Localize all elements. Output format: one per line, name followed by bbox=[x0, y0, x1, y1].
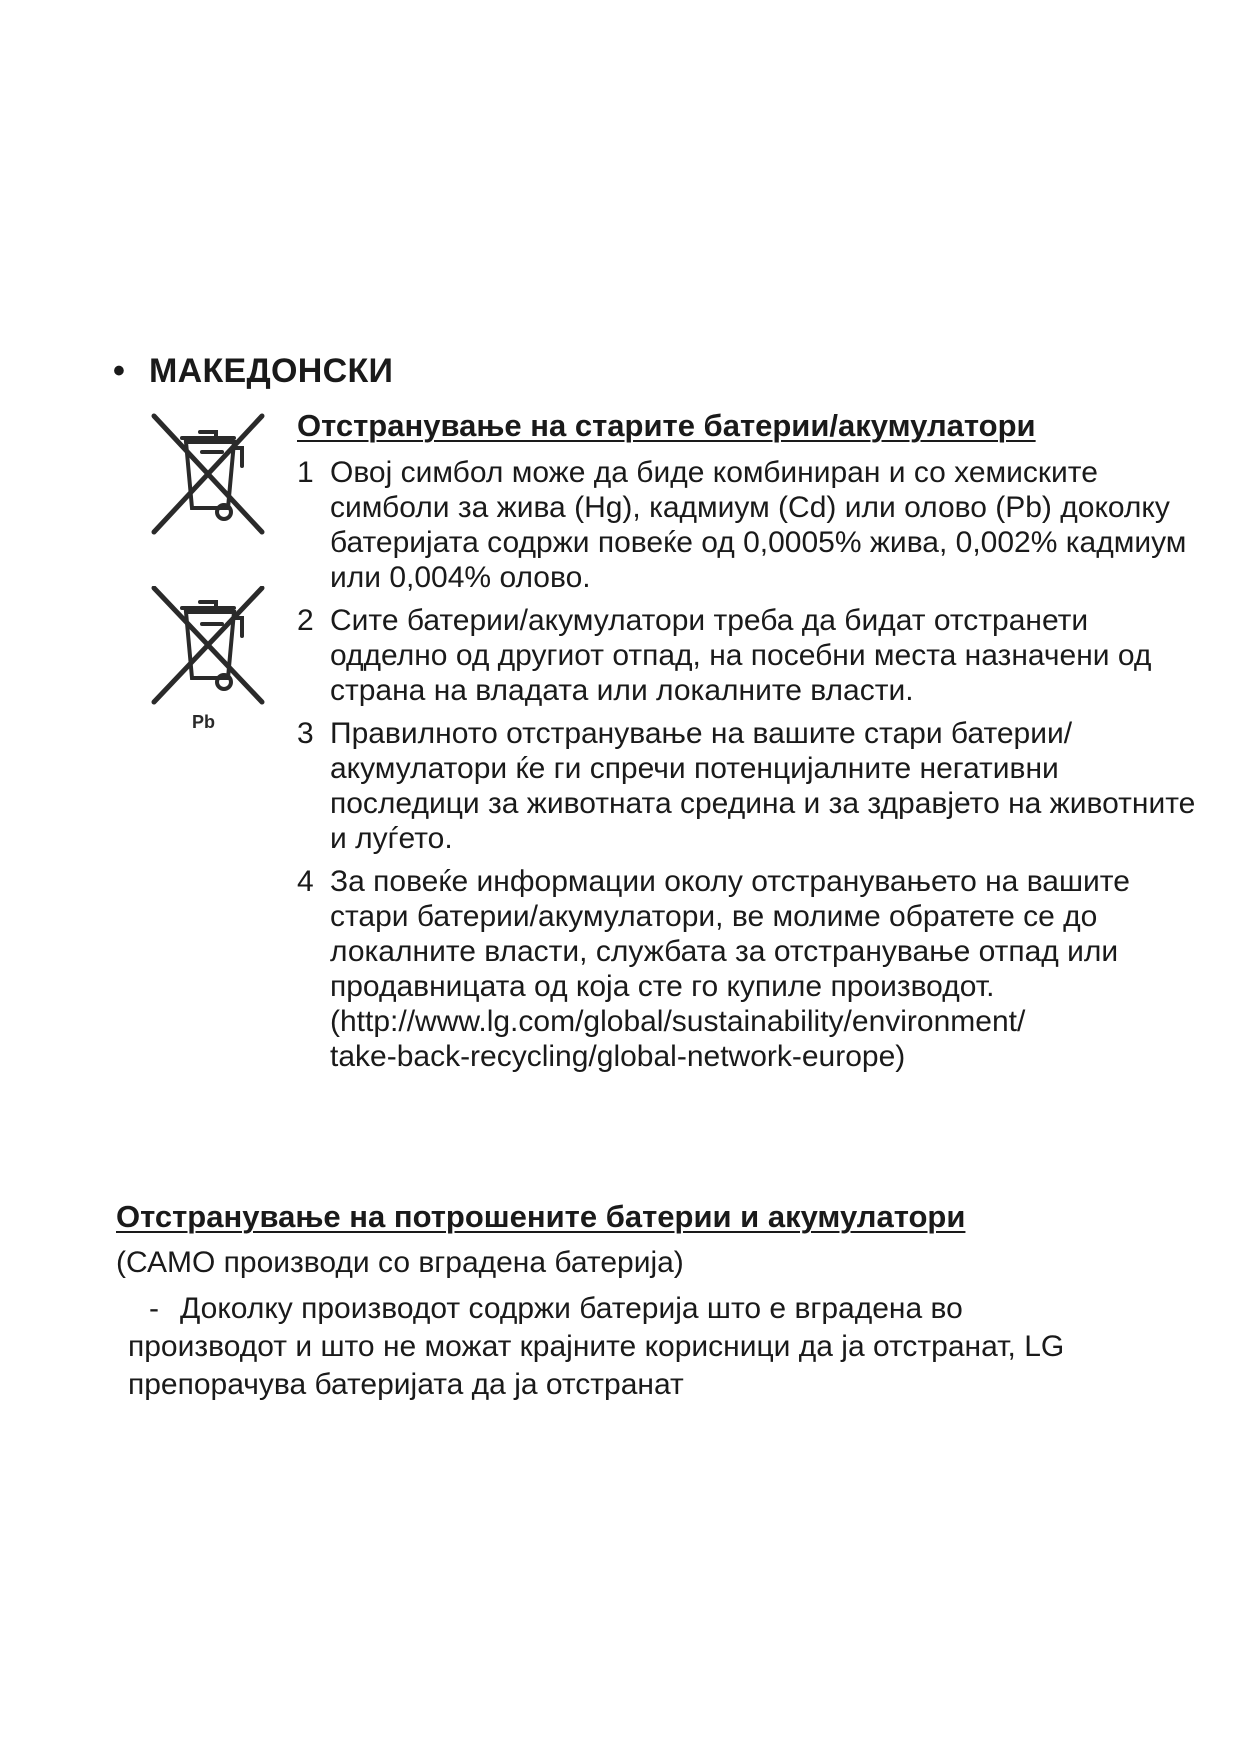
language-heading bbox=[113, 352, 393, 391]
crossed-out-wheeled-bin-icon bbox=[142, 408, 274, 540]
list-item bbox=[297, 864, 1197, 1074]
item-text: Правилното отстранување на вашите стари батерии/акумулатори ќе ги спречи потенцијалните негативни последици за животната средина и за здравјето на животните и луѓето. bbox=[330, 717, 1196, 855]
item-text: Сите батерии/акумулатори треба да бидат отстранети одделно од другиот отпад, на посебни места назначени од страна на владата или локалните власти. bbox=[330, 604, 1152, 707]
list-item bbox=[297, 716, 1197, 856]
built-in-battery-note: (САМО производи со вградена батерија) bbox=[116, 1246, 684, 1279]
lg-url-line-2[interactable]: take-back-recycling/global-network-europe) bbox=[330, 1040, 906, 1073]
item-number: 3 bbox=[297, 717, 314, 750]
language-heading-label: МАКЕДОНСКИ bbox=[149, 352, 394, 390]
item-number: 2 bbox=[297, 604, 314, 637]
paragraph-text: Доколку производот содржи батерија што е вградена во производот и што не можат крајните корисници да ја отстранат, LG препорачува батеријата да ја отстранат bbox=[128, 1292, 1065, 1401]
dash-marker: - bbox=[149, 1292, 159, 1325]
built-in-battery-paragraph bbox=[128, 1290, 1088, 1404]
section-title-spent-batteries: Отстранување на потрошените батерии и акумулатори bbox=[116, 1199, 966, 1234]
list-item bbox=[297, 455, 1197, 595]
bullet: • bbox=[113, 352, 126, 390]
disposal-instructions-list bbox=[297, 455, 1197, 1082]
list-item bbox=[297, 603, 1197, 708]
pb-label: Pb bbox=[192, 712, 216, 732]
item-text: Овој симбол може да биде комбиниран и со хемиските симболи за жива (Hg), кадмиум (Cd) или олово (Pb) доколку батеријата содржи повеќе од 0,0005% жива, 0,002% кадмиум или 0,004% олово. bbox=[330, 456, 1187, 594]
crossed-out-wheeled-bin-pb-icon bbox=[142, 586, 274, 736]
section-title-old-batteries: Отстранување на старите батерии/акумулатори bbox=[297, 408, 1036, 443]
lg-url-line-1[interactable]: (http://www.lg.com/global/sustainability/environment/ bbox=[330, 1005, 1026, 1038]
item-number: 4 bbox=[297, 865, 314, 898]
item-text: За повеќе информации околу отстранувањето на вашите стари батерии/акумулатори, ве молиме обратете се до локалните власти, службата за отстранување отпад или продавницата од која сте го купиле производот. bbox=[330, 865, 1130, 1003]
item-number: 1 bbox=[297, 456, 314, 489]
